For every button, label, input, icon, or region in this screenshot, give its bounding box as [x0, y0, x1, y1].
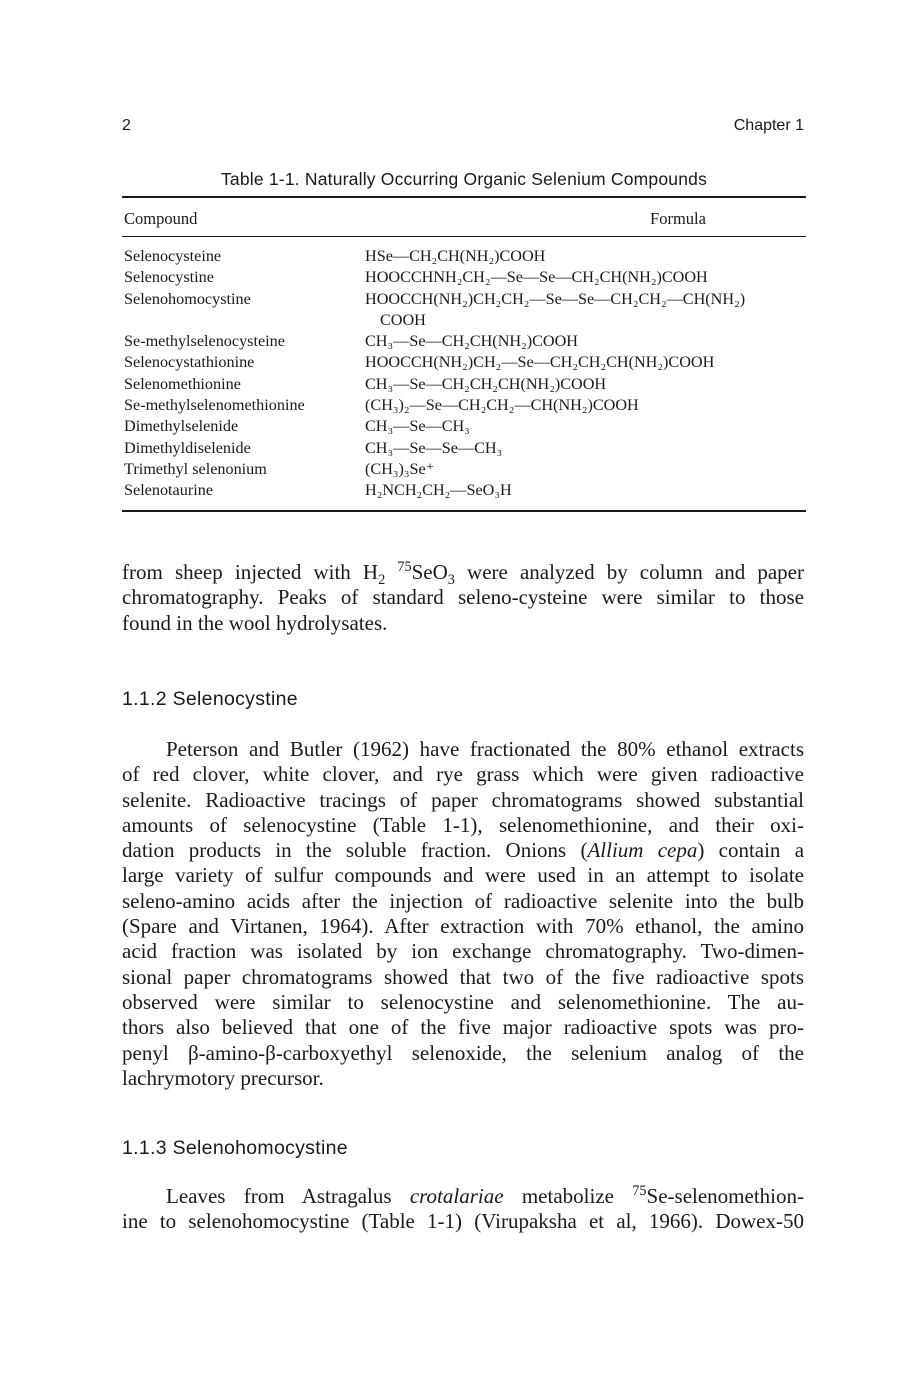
column-header-compound: Compound [124, 209, 198, 228]
page-number: 2 [122, 117, 131, 134]
formula-cell: (CH₃)₃Se⁺ [365, 459, 435, 478]
table-header-rule [122, 236, 806, 237]
table-row [122, 459, 806, 480]
formula-cell: HOOCCH(NH₂)CH₂—Se—CH₂CH₂CH(NH₂)COOH [365, 353, 715, 372]
table-row [122, 374, 806, 395]
compound-cell: Selenocystathionine [124, 353, 255, 372]
chapter-label: Chapter 1 [733, 117, 804, 134]
text-line: seleno-amino acids after the injection of radioactive selenite into the bulb [122, 888, 804, 913]
compound-cell: Selenocysteine [124, 247, 222, 265]
compound-cell: Se-methylselenomethionine [124, 396, 305, 415]
compound-cell: Dimethylselenide [124, 417, 239, 436]
table-row [122, 246, 806, 267]
table-row [122, 352, 806, 373]
compound-cell: Selenohomocystine [124, 289, 251, 308]
table-top-rule [122, 196, 806, 198]
text-line: selenite. Radioactive tracings of paper chromatograms showed substantial [122, 787, 804, 812]
formula-cell: CH₃—Se—Se—CH₃ [365, 438, 503, 457]
compound-cell: Dimethyldiselenide [124, 438, 251, 457]
text-line: dation products in the soluble fraction. Onions (Allium cepa) contain a [122, 838, 805, 863]
text-line: observed were similar to selenocystine and selenomethionine. The au- [122, 989, 804, 1014]
formula-cell: H₂NCH₂CH₂—SeO₃H [365, 481, 512, 500]
text-line: ine to selenohomocystine (Table 1-1) (Virupaksha et al, 1966). Dowex-50 [122, 1209, 804, 1234]
formula-cell: (CH₃)₂—Se—CH₂CH₂—CH(NH₂)COOH [365, 396, 639, 415]
text-line: of red clover, white clover, and rye grass which were given radioactive [122, 762, 804, 787]
table-row [122, 289, 806, 332]
formula-cell: HOOCCHNH₂CH₂—Se—Se—CH₂CH(NH₂)COOH [365, 268, 708, 287]
table-body [122, 246, 806, 502]
text-line: sional paper chromatograms showed that two of the five radioactive spots [122, 964, 804, 989]
body-paragraph [122, 560, 804, 636]
text-line: lachrymotory precursor. [122, 1065, 324, 1090]
column-header-formula: Formula [650, 209, 706, 228]
compound-cell: Selenomethionine [124, 374, 241, 393]
compound-cell: Trimethyl selenonium [124, 459, 267, 478]
text-line: Peterson and Butler (1962) have fractionated the 80% ethanol extracts [166, 737, 804, 761]
text-line: penyl β-amino-β-carboxyethyl selenoxide, the selenium analog of the [122, 1040, 804, 1065]
formula-continuation: COOH [380, 310, 426, 329]
formula-cell: CH₃—Se—CH₂CH(NH₂)COOH [365, 332, 578, 351]
formula-text: HOOCCH(NH₂)CH₂CH₂—Se—Se—CH₂CH₂—CH(NH₂) [365, 289, 746, 308]
table-row [122, 395, 806, 416]
text-line: Leaves from Astragalus crotalariae metabolize $^{75}$Se-selenomethion- [166, 1183, 804, 1208]
section-heading: 1.1.2 Selenocystine [122, 688, 298, 710]
formula-cell: CH₃—Se—CH₃ [365, 417, 470, 436]
table-row [122, 331, 806, 352]
table-row [122, 416, 806, 437]
text-line: thors also believed that one of the five major radioactive spots was pro- [122, 1015, 804, 1040]
running-header [122, 117, 804, 139]
formula-cell: CH₃—Se—CH₂CH₂CH(NH₂)COOH [365, 374, 607, 393]
text-line: found in the wool hydrolysates. [122, 610, 388, 635]
table-row [122, 480, 806, 501]
table-caption: Table 1-1. Naturally Occurring Organic Selenium Compounds [220, 169, 708, 189]
text-line: from sheep injected with $H_2$ $^{75}$SeO$_3$ were analyzed by column and paper [122, 559, 804, 589]
text-line: amounts of selenocystine (Table 1-1), selenomethionine, and their oxi- [122, 812, 804, 837]
formula-cell [365, 289, 745, 332]
text-line: (Spare and Virtanen, 1964). After extraction with 70% ethanol, the amino [122, 914, 804, 939]
compound-cell: Selenocystine [124, 268, 214, 287]
body-paragraph [122, 1184, 804, 1235]
body-paragraph [122, 737, 804, 1091]
table-row [122, 438, 806, 459]
table-bottom-rule [122, 510, 806, 512]
compound-cell: Selenotaurine [124, 481, 213, 500]
table-row [122, 267, 806, 288]
text-line: chromatography. Peaks of standard seleno-cysteine were similar to those [122, 585, 804, 610]
compound-cell: Se-methylselenocysteine [124, 332, 285, 351]
formula-cell: HSe—CH₂CH(NH₂)COOH [365, 247, 546, 265]
text-line: acid fraction was isolated by ion exchange chromatography. Two-dimen- [122, 939, 804, 964]
section-heading: 1.1.3 Selenohomocystine [122, 1137, 348, 1159]
text-line: large variety of sulfur compounds and were used in an attempt to isolate [122, 863, 804, 888]
